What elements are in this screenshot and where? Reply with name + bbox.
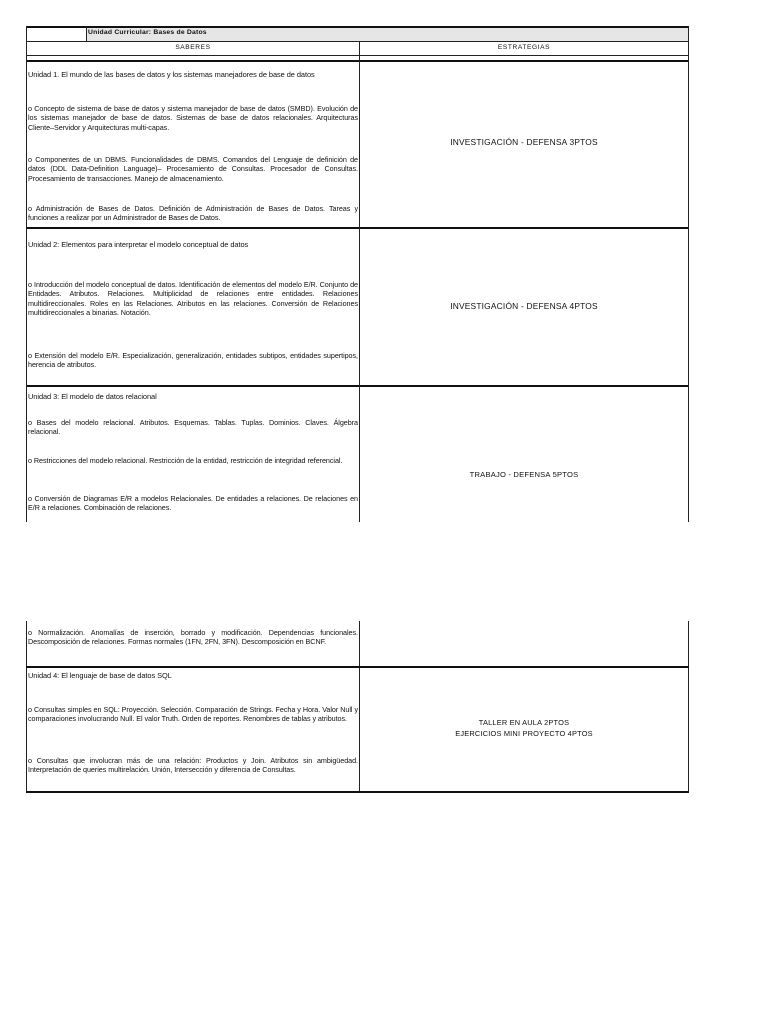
unit-3-item-3: o Conversión de Diagramas E/R a modelos Relacionales. De entidades a relaciones. De relaciones en E/R a relaciones. Combinación de relaciones. (28, 494, 358, 513)
column-header-saberes: SABERES (175, 44, 211, 51)
unit-3-item-2: o Restricciones del modelo relacional. Restricción de la entidad, restricción de integridad referencial. (28, 456, 343, 465)
rule (26, 227, 689, 229)
unit-2-strategy: INVESTIGACIÓN - DEFENSA 4PTOS (450, 301, 598, 311)
unit-1-strategy: INVESTIGACIÓN - DEFENSA 3PTOS (450, 137, 598, 147)
unit-4-item-1: o Consultas simples en SQL: Proyección. Selección. Comparación de Strings. Fecha y Hora. Valor Null y comparaciones involucrando Null. El valor Truth. Orden de reportes. Renombres de tablas y atributos. (28, 705, 358, 724)
unit-1-title: Unidad 1. El mundo de las bases de datos y los sistemas manejadores de base de datos (28, 70, 315, 79)
rule (359, 41, 360, 522)
rule (688, 621, 689, 792)
rule (26, 60, 689, 62)
unit-3-item-1: o Bases del modelo relacional. Atributos. Esquemas. Tablas. Tuplas. Dominios. Claves. Álgebra relacional. (28, 418, 358, 437)
unit-1-item-3: o Administración de Bases de Datos. Definición de Administración de Bases de Datos. Tareas y funciones a realizar por un Administrador de Bases de Datos. (28, 204, 358, 223)
unit-1-item-1: o Concepto de sistema de base de datos y sistema manejador de base de datos (SMBD). Evolución de los sistemas manejador de base de datos. Sistemas de base de datos relacionales. Arquitecturas Cliente–Servidor y Arquitecturas multi-capas. (28, 104, 358, 132)
unit-3-item-4: o Normalización. Anomalías de inserción, borrado y modificación. Dependencias funcionales. Descomposición de relaciones. Formas normales (1FN, 2FN, 3FN). Descomposición en BCNF. (28, 628, 358, 647)
rule (26, 621, 27, 792)
unit-2-item-1: o Introducción del modelo conceptual de datos. Identificación de elementos del modelo E/R. Conjunto de Entidades. Atributos. Relaciones. Multiplicidad de relaciones entre entidades. Relaciones multidireccionales. Roles en las Relaciones. Atributos en las relaciones. Conversión de Relaciones multidireccionales a binarias. Notación. (28, 280, 358, 318)
unit-title: Unidad Curricular: Bases de Datos (88, 29, 207, 36)
rule (26, 666, 689, 668)
rule (26, 791, 689, 793)
unit-1-item-2: o Componentes de un DBMS. Funcionalidades de DBMS. Comandos del Lenguaje de definición de datos (DDL Data-Definition Language)– Procesamiento de Consultas. Procesador de Consultas. Procesamiento de transacciones. Manejo de almacenamiento. (28, 155, 358, 183)
unit-2-item-2: o Extensión del modelo E/R. Especialización, generalización, entidades subtipos, entidades supertipos, herencia de atributos. (28, 351, 358, 370)
unit-4-item-2: o Consultas que involucran más de una relación: Productos y Join. Atributos sin ambigüedad. Interpretación de queries multirelación. Unión, Intersección y diferencia de Consultas. (28, 756, 358, 775)
column-header-estrategias: ESTRATEGIAS (497, 44, 551, 51)
rule (26, 41, 689, 42)
rule (26, 26, 689, 28)
rule (359, 621, 360, 792)
unit-2-title: Unidad 2: Elementos para interpretar el modelo conceptual de datos (28, 240, 249, 249)
unit-4-strategy-line-2: EJERCICIOS MINI PROYECTO 4PTOS (455, 729, 593, 738)
unit-4-title: Unidad 4: El lenguaje de base de datos SQL (28, 671, 172, 680)
rule (86, 26, 87, 41)
rule (26, 26, 27, 522)
unit-3-strategy: TRABAJO - DEFENSA 5PTOS (469, 470, 579, 479)
unit-4-strategy-line-1: TALLER EN AULA 2PTOS (478, 718, 570, 727)
unit-3-title: Unidad 3: El modelo de datos relacional (28, 392, 157, 401)
rule (26, 55, 689, 56)
rule (688, 26, 689, 522)
rule (26, 385, 689, 387)
